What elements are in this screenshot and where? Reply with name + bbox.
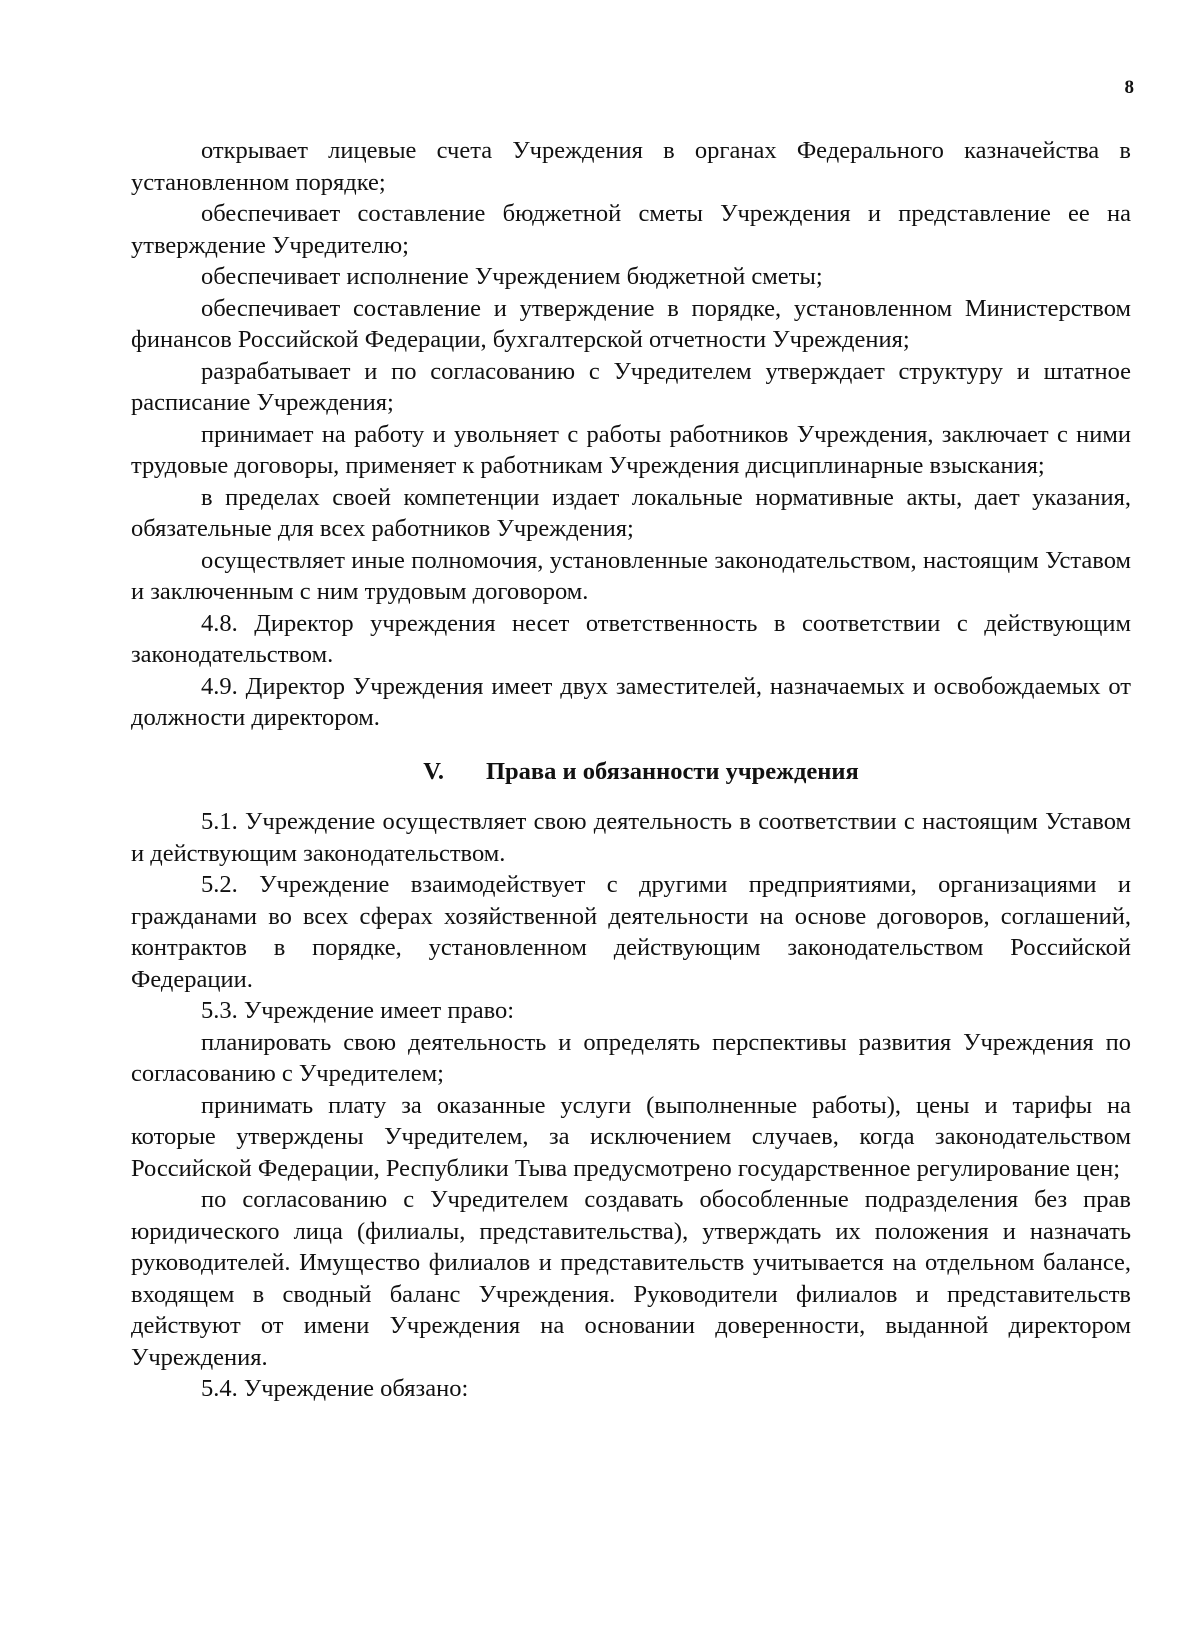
- section-title: Права и обязанности учреждения: [485, 757, 859, 785]
- paragraph: обеспечивает составление бюджетной сметы Учреждения и представление ее на утверждение Учредителю;: [131, 200, 1131, 259]
- paragraph: открывает лицевые счета Учреждения в органах Федерального казначейства в установленном порядке;: [131, 137, 1131, 196]
- section-numeral: V.: [423, 757, 444, 785]
- paragraph: 5.1. Учреждение осуществляет свою деятельность в соответствии с настоящим Уставом и действующим законодательством.: [131, 808, 1131, 867]
- paragraph: планировать свою деятельность и определять перспективы развития Учреждения по согласованию с Учредителем;: [131, 1028, 1131, 1087]
- paragraph: 5.3. Учреждение имеет право:: [201, 997, 515, 1024]
- paragraph: принимать плату за оказанные услуги (выполненные работы), цены и тарифы на которые утверждены Учредителем, за исключением случаев, когда законодательством Российской Федерации, Республики Тыва предусмотрено государственное регулирование цен;: [131, 1091, 1131, 1182]
- paragraph: принимает на работу и увольняет с работы работников Учреждения, заключает с ними трудовые договоры, применяет к работникам Учреждения дисциплинарные взыскания;: [131, 420, 1131, 479]
- paragraph: осуществляет иные полномочия, установленные законодательством, настоящим Уставом и заключенным с ним трудовым договором.: [131, 546, 1131, 605]
- paragraph: по согласованию с Учредителем создавать обособленные подразделения без прав юридического лица (филиалы, представительства), утверждать их положения и назначать руководителей. Имущество филиалов и представительств учитывается на отдельном балансе, входящем в сводный баланс Учреждения. Руководители филиалов и представительств действуют от имени Учреждения на основании доверенности, выданной директором Учреждения.: [131, 1186, 1131, 1371]
- paragraph: 5.2. Учреждение взаимодействует с другими предприятиями, организациями и гражданами во всех сферах хозяйственной деятельности на основе договоров, соглашений, контрактов в порядке, установленном действующим законодательством Российской Федерации.: [131, 871, 1131, 993]
- paragraph: разрабатывает и по согласованию с Учредителем утверждает структуру и штатное расписание Учреждения;: [131, 357, 1131, 416]
- paragraph: 4.8. Директор учреждения несет ответственность в соответствии с действующим законодательством.: [131, 609, 1131, 668]
- paragraph: обеспечивает составление и утверждение в порядке, установленном Министерством финансов Российской Федерации, бухгалтерской отчетности Учреждения;: [131, 294, 1131, 353]
- paragraph: 4.9. Директор Учреждения имеет двух заместителей, назначаемых и освобождаемых от должности директором.: [131, 672, 1131, 731]
- paragraph: обеспечивает исполнение Учреждением бюджетной сметы;: [201, 263, 823, 290]
- paragraph: в пределах своей компетенции издает локальные нормативные акты, дает указания, обязательные для всех работников Учреждения;: [131, 483, 1131, 542]
- document-body: [131, 135, 1131, 1405]
- page-number: 8: [1124, 77, 1134, 98]
- section-heading: [131, 756, 1131, 788]
- paragraph: 5.4. Учреждение обязано:: [201, 1375, 469, 1402]
